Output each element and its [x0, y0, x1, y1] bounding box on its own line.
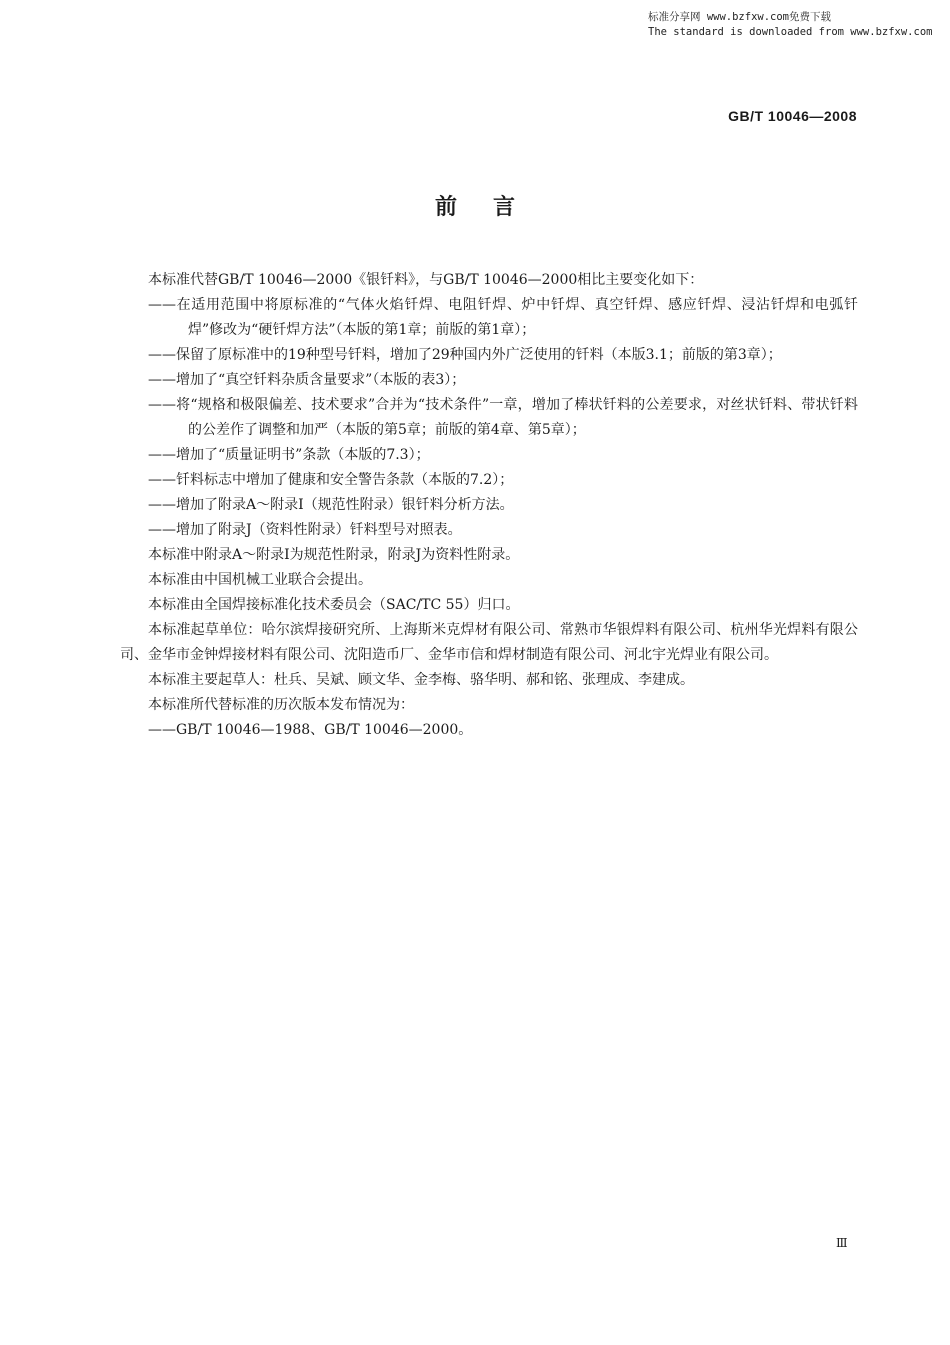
watermark-line-en: The standard is downloaded from www.bzfxw.com [648, 26, 933, 38]
drafting-units: 本标准起草单位：哈尔滨焊接研究所、上海斯米克焊材有限公司、常熟市华银焊料有限公司、杭州华光焊料有限公司、金华市金钟焊接材料有限公司、沈阳造币厂、金华市信和焊材制造有限公司、河北宇光焊业有限公司。 [120, 622, 858, 663]
watermark-line-cn: 标准分享网 www.bzfxw.com免费下载 [648, 11, 832, 23]
change-item: ——保留了原标准中的19种型号钎料，增加了29种国内外广泛使用的钎料（本版3.1；前版的第3章）； [148, 347, 782, 363]
history-item: ——GB/T 10046—1988、GB/T 10046—2000。 [148, 722, 473, 738]
change-item: ——钎料标志中增加了健康和安全警告条款（本版的7.2）； [148, 472, 514, 488]
managed-by: 本标准由全国焊接标准化技术委员会（SAC/TC 55）归口。 [148, 597, 520, 613]
change-item: ——增加了“质量证明书”条款（本版的7.3）； [148, 447, 430, 463]
page-title: 前言 [434, 195, 551, 220]
proposed-by: 本标准由中国机械工业联合会提出。 [148, 572, 372, 588]
watermark [648, 10, 938, 40]
change-item: ——增加了附录A～附录I（规范性附录）银钎料分析方法。 [148, 497, 514, 513]
change-item: ——增加了“真空钎料杂质含量要求”（本版的表3）； [148, 372, 466, 388]
annex-note: 本标准中附录A～附录I为规范性附录，附录J为资料性附录。 [148, 547, 520, 563]
drafters: 本标准主要起草人：杜兵、吴斌、顾文华、金李梅、骆华明、郝和铭、张理成、李建成。 [148, 672, 694, 688]
standard-code: GB/T 10046—2008 [728, 108, 857, 124]
change-item: ——将“规格和极限偏差、技术要求”合并为“技术条件”一章，增加了棒状钎料的公差要求，对丝状钎料、带状钎料的公差作了调整和加严（本版的第5章；前版的第4章、第5章）； [148, 397, 858, 438]
change-item: ——在适用范围中将原标准的“气体火焰钎焊、电阻钎焊、炉中钎焊、真空钎焊、感应钎焊、浸沾钎焊和电弧钎焊”修改为“硬钎焊方法”（本版的第1章；前版的第1章）； [148, 297, 858, 338]
preface-body [120, 268, 858, 743]
change-item: ——增加了附录J（资料性附录）钎料型号对照表。 [148, 522, 462, 538]
page-number: Ⅲ [836, 1236, 848, 1250]
intro-paragraph: 本标准代替GB/T 10046—2000《银钎料》，与GB/T 10046—2000相比主要变化如下： [148, 272, 704, 288]
history-intro: 本标准所代替标准的历次版本发布情况为： [148, 697, 414, 713]
